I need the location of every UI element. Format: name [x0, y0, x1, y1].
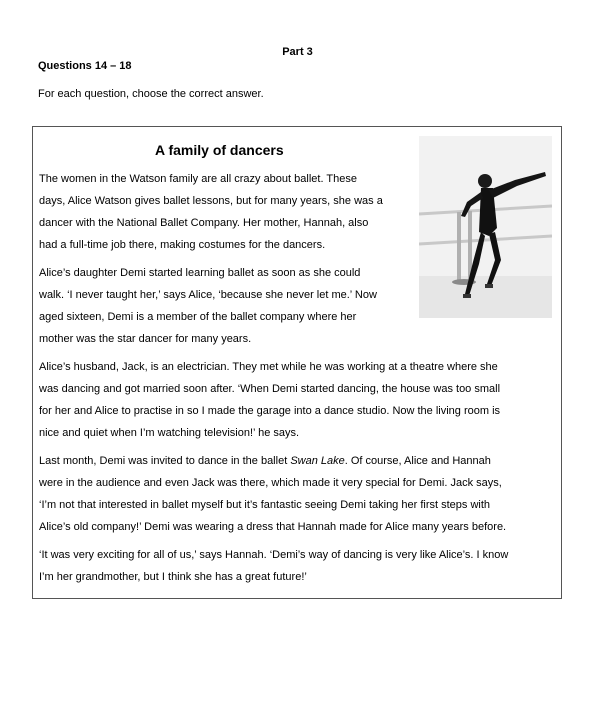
instruction-text: For each question, choose the correct answer. — [38, 88, 264, 100]
paragraph-5 — [39, 544, 508, 588]
ballet-dancer-photo — [419, 136, 552, 318]
paragraph-4 — [39, 450, 506, 538]
paragraph-line: Alice’s daughter Demi started learning ballet as soon as she could — [39, 267, 361, 279]
paragraph-line: dancer with the National Ballet Company. Her mother, Hannah, also — [39, 217, 369, 229]
paragraph-1 — [39, 168, 383, 256]
paragraph-3 — [39, 356, 500, 444]
paragraph-line: was dancing and got married soon after. ‘When Demi started dancing, the house was too small — [39, 383, 501, 395]
article-title: A family of dancers — [155, 142, 284, 158]
paragraph-line: nice and quiet when I’m watching television!’ he says. — [39, 427, 300, 439]
paragraph-line: were in the audience and even Jack was there, which made it very special for Demi. Jack says, — [39, 477, 502, 489]
paragraph-line: mother was the star dancer for many years. — [39, 333, 252, 345]
paragraph-line: ‘It was very exciting for all of us,’ says Hannah. ‘Demi’s way of dancing is very like Alice’s. I know — [39, 549, 509, 561]
paragraph-line: ‘I’m not that interested in ballet myself but it’s fantastic seeing Demi taking her first steps with — [39, 499, 490, 511]
paragraph-line: had a full-time job there, making costumes for the dancers. — [39, 239, 326, 251]
paragraph-2 — [39, 262, 377, 350]
paragraph-line: for her and Alice to practise in so I made the garage into a dance studio. Now the living room is — [39, 405, 501, 417]
ballet-title: Swan Lake — [290, 455, 345, 467]
paragraph-line: I’m her grandmother, but I think she has a great future!’ — [39, 571, 307, 583]
paragraph-line: days, Alice Watson gives ballet lessons, but for many years, she was a — [39, 195, 383, 207]
line-text: . Of course, Alice and Hannah — [344, 455, 491, 467]
paragraph-line: The women in the Watson family are all crazy about ballet. These — [39, 173, 357, 185]
paragraph-line: walk. ‘I never taught her,’ says Alice, ‘because she never let me.’ Now — [39, 289, 377, 301]
paragraph-line: Alice’s husband, Jack, is an electrician. They met while he was working at a theatre where she — [39, 361, 498, 373]
paragraph-line: Alice’s old company!’ Demi was wearing a dress that Hannah made for Alice many years before. — [39, 521, 507, 533]
paragraph-line: aged sixteen, Demi is a member of the ballet company where her — [39, 311, 357, 323]
part-heading: Part 3 — [282, 46, 313, 58]
line-text: Last month, Demi was invited to dance in the ballet — [39, 455, 291, 467]
paragraph-line — [39, 450, 506, 472]
questions-heading: Questions 14 – 18 — [38, 60, 132, 72]
